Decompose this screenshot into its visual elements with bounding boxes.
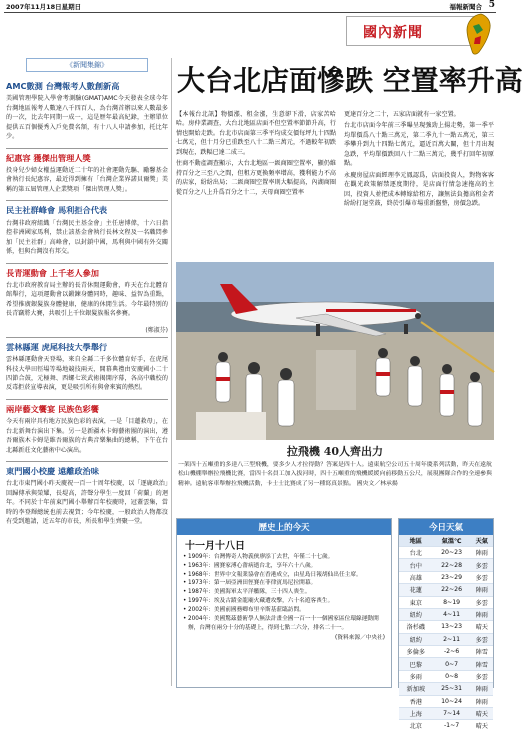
weather-temp: 2~11: [433, 633, 471, 645]
weather-condition: 陣雪: [471, 658, 493, 670]
history-item: • 1997年：埃及古蹟金龍廟火藏遭攻擊，六十名遊客喪生。: [183, 597, 385, 606]
photo-caption-body: [178, 461, 492, 489]
brief-headline: 民主社群峰會 馬利拒合代表: [6, 205, 108, 216]
article-column-1: [176, 110, 336, 199]
weather-condition: 多雲: [471, 633, 493, 645]
taiwan-map-icon: [461, 12, 495, 56]
page-number: 5: [488, 0, 495, 10]
news-briefs-column: [6, 58, 168, 533]
weather-temp: 8~19: [433, 596, 471, 608]
weather-box: [398, 518, 494, 731]
history-credit: (資料來源／中央社): [335, 635, 385, 642]
weather-row: [399, 608, 493, 620]
weather-condition: 多雲: [471, 571, 493, 583]
weather-city: 北京: [399, 720, 433, 732]
weather-row: [399, 559, 493, 571]
weather-col-header: 天氣: [471, 535, 493, 547]
issue-date: 2007年11月18日星期日: [6, 3, 82, 11]
weather-table: [399, 535, 493, 732]
weather-row: [399, 670, 493, 682]
weather-row: [399, 584, 493, 596]
article-paragraph: 台北市店面今年前三季曝呈現強勁上揚走勢，第一季平均單價爲八十點三萬元，第二季九十一點五萬元，第三季攀升到九十四點七萬元，逼近百萬大關，但十月出現急跌，平均單價跌回八十二點三萬元，幾乎打回年初原點。: [344, 122, 494, 168]
brief-body: 台北市東門國小昨天慶祝一百一十周年校慶，以「逐鹿政治」回歸傳承與榮耀，長堤高，許聲分學生一度回「荷蘭」的迴年。不同於十年前東門國小舉辦百年校慶時，冠蓋雲集，當時的李登輝總統也前去視賀；今年校慶，一般政治人物都沒有受到邀請，近五年的市長，所長和學生齊聚一堂。: [6, 480, 168, 526]
weather-condition: 陣雨: [471, 584, 493, 596]
weather-row: [399, 658, 493, 670]
brief-credit: (鄭淑芬): [145, 326, 168, 334]
weather-condition: 陣雨: [471, 683, 493, 695]
weather-temp: -1~7: [433, 720, 471, 732]
brief-body: 雲林縣運動會天登場，來自全縣二千多位體育好手，在虎尾科技大學田徑場等場地競技兩天，開幕典禮由安慶國小二十四節合鼓，元極舞、西螺七崁武術揭開序幕，各高中職校的反毒拒菸宣導表演，更是吸引所有與會來賓的熱烈。: [6, 356, 168, 392]
column-divider: [171, 58, 172, 686]
weather-row: [399, 646, 493, 658]
photo-caption: 拉飛機 40人齊出力: [286, 445, 384, 458]
weather-temp: 7~14: [433, 707, 471, 719]
brief-body: 台灣非政府組織「台灣民主基金會」主任唐博偉，十六日指控非洲國家馬利，禁止該基金會執行長林文程及一名職問參加「民主社群」高峰會，以封鎖中國，馬利與中國有外交關係，但與台灣沒有邦交。: [6, 219, 168, 256]
brief-divider: [6, 399, 168, 400]
weather-condition: 陣雪: [471, 646, 493, 658]
paper-name: 福報新聞合: [449, 3, 482, 11]
weather-condition: 陣雨: [471, 608, 493, 620]
weather-temp: 22~26: [433, 584, 471, 596]
photo-credit: 國央文／林承揚: [356, 480, 398, 487]
brief-body: 投身兒少婦女權益運動近二十年的社會運動先驅、勵馨基金會執行長紀惠容，最近得到擁有「台灣企業界諾貝爾獎」美稱的第五屆管理人企業獎項「傑出管理人獎」。: [6, 167, 168, 193]
weather-temp: 10~24: [433, 695, 471, 707]
briefs-tag: 《新聞集錦》: [26, 58, 148, 72]
history-title: 歷史上的今天: [177, 519, 391, 535]
weather-condition: 晴天: [471, 621, 493, 633]
weather-city: 花蓮: [399, 584, 433, 596]
brief-headline: 東門國小校慶 遠離政治味: [6, 466, 99, 477]
weather-row: [399, 633, 493, 645]
brief-divider: [6, 148, 168, 149]
weather-condition: 多雲: [471, 596, 493, 608]
brief-divider: [6, 461, 168, 462]
weather-temp: -2~6: [433, 646, 471, 658]
weather-temp: 0~8: [433, 670, 471, 682]
weather-row: [399, 621, 493, 633]
weather-city: 紐約: [399, 608, 433, 620]
history-item: • 1973年：第一屆亞洲田徑賽在菲律賓馬尼拉開幕。: [183, 579, 385, 588]
section-banner: [346, 16, 474, 46]
weather-row: [399, 547, 493, 559]
weather-city: 紐約: [399, 633, 433, 645]
weather-temp: 13~23: [433, 621, 471, 633]
main-headline: 大台北店面慘跌 空置率升高: [177, 64, 523, 97]
weather-temp: 23~29: [433, 571, 471, 583]
weather-condition: 多雲: [471, 559, 493, 571]
brief-headline: AMC數測 台灣報考人數創新高: [6, 81, 120, 91]
article-paragraph: 永慶房屋店面經理李元鳳認爲，店面投資人，對物客客在觀光政策解禁逐度期待，是店面行情急速拖高的主因，投資人並把成本轉嫁給租方，讓無法負擔高租金者紛紛打退堂鼓，終於引爆市場重新盤整，房價急跌。: [344, 171, 494, 207]
weather-city: 香港: [399, 695, 433, 707]
weather-temp: 25~31: [433, 683, 471, 695]
weather-city: 台中: [399, 559, 433, 571]
weather-temp: 20~23: [433, 547, 471, 559]
article-paragraph: 更達百分之二十，五家店面就有一家空置。: [344, 111, 460, 118]
weather-city: 多雨: [399, 670, 433, 682]
weather-city: 高雄: [399, 571, 433, 583]
weather-row: [399, 707, 493, 719]
weather-city: 台北: [399, 547, 433, 559]
weather-condition: 晴天: [471, 707, 493, 719]
weather-temp: 22~28: [433, 559, 471, 571]
weather-condition: 多雲: [471, 670, 493, 682]
weather-city: 東京: [399, 596, 433, 608]
brief-body: 美國管理學院入學會考測驗(GMAT)AMC今天發表全球今年台灣地區報考人數達八千四百人，為台灣首辦以來人數最多的一次，比去年同期一成一，這是歷年最高紀錄，主辦單位提供五百個優秀入戶免費名額，有十八人申請參加，托比年少。: [6, 95, 168, 141]
history-item: • 1968年：世界中文報業協會在香港成立，由星島日報胡仙出任主席。: [183, 571, 385, 580]
brief-divider: [6, 337, 168, 338]
weather-condition: 陣雨: [471, 695, 493, 707]
brief-headline: 長青運動會 上千老人參加: [6, 267, 99, 278]
brief-headline: 兩岸藝文饗宴 民族色彩饗: [6, 403, 99, 414]
header-rule: [4, 12, 496, 13]
weather-city: 新加坡: [399, 683, 433, 695]
history-item: • 2002年：美國前國務卿布里辛斯基蒞臨訪問。: [183, 606, 385, 615]
weather-temp: 0~7: [433, 658, 471, 670]
weather-title: 今日天氣: [399, 519, 493, 535]
weather-col-header: 氣溫℃: [433, 535, 471, 547]
weather-row: [399, 571, 493, 583]
weather-condition: 陣雨: [471, 547, 493, 559]
today-in-history-box: [176, 518, 392, 688]
history-item: • 1987年：美國海軍太平洋艦隊，三十四人喪生。: [183, 588, 385, 597]
weather-temp: 4~11: [433, 608, 471, 620]
brief-body: 今天有兩岸具有地方民族色彩的表演，一是「目蓮救母」，在台北新舞台演出下集。另一是新疆木卡姆藝術團的演出，遵吾爾族木卡姆是維吾爾族的古典音樂集曲的總稱，下午在台北縣新莊文化藝術中心演出。: [6, 418, 168, 454]
history-item: • 1963年：國賽家溥心畬病逝台北，享年六十八歲。: [183, 562, 385, 571]
weather-row: [399, 695, 493, 707]
article-column-2: [344, 110, 494, 210]
history-item: • 1909年：台灣傳奇人物義俠廖添丁去世，年僅二十七歲。: [183, 553, 385, 562]
brief-divider: [6, 200, 168, 201]
history-list: [177, 553, 391, 632]
weather-city: 巴黎: [399, 658, 433, 670]
weather-condition: 晴天: [471, 720, 493, 732]
section-title: 國內新聞: [363, 25, 423, 41]
weather-col-header: 地區: [399, 535, 433, 547]
brief-body: 台北市政府教育局主辦的長青休閒運動會，昨天在台北體育館舉行，這項運動會以鍛鍊身體同時，趣味、益智為重點，希望推廣銀髮族身體健康，健康的休閒生活。今年最特別的長青竊將大賽，共吸引上千位銀髮族報名參賽。: [6, 281, 168, 318]
weather-city: 上海: [399, 707, 433, 719]
article-paragraph: 【本報台北訊】物價漲、租金漲，生意卻下滑，店家苦哈哈。房仲業調查，大台北地區店面不但空置率節節升高，行情也開始走跌。台北市店面第三季平均成交價每坪九十四點七萬元，但十月分已重跌至八十二點三萬元，不過較年初跌到現在，跌幅已達二成三。: [176, 111, 336, 156]
weather-row: [399, 596, 493, 608]
weather-row: [399, 683, 493, 695]
weather-row: [399, 720, 493, 732]
brief-divider: [6, 263, 168, 264]
brief-headline: 雲林縣運 虎尾科技大學舉行: [6, 341, 108, 352]
history-date: 十一月十八日: [185, 541, 245, 552]
weather-city: 多倫多: [399, 646, 433, 658]
brief-headline: 紀惠容 獲傑出管理人獎: [6, 152, 91, 163]
photo-caption-text: 一架四十五噸重的多達八三型飛機，要多少人才拉得動？答案是四十人。遠東航空公司五十周年慶系列活動，昨天在遠航松山機棚舉辦拉飛機比賽，當四十名員工加入拔河時，四十五噸重的飛機緩緩向前移動五公尺，展現團隊合作的全速參與精神。遠航客車舉辦拉飛機活動，卡士士比賽成了另一種寫真景點。: [178, 462, 492, 487]
weather-city: 洛杉磯: [399, 621, 433, 633]
airplane-pull-photo: [176, 262, 494, 440]
article-paragraph: 住商不動產調查顯示，大台北地區一級商圈空置率，顯仍維持百分之三至八之間，但租方更換頻率增高，獲利能力不高的店家，紛紛出局；二級商圈空置率則大幅提高，內湖商圈從百分之八上升爲百分之十二，天母商圈空置率: [176, 160, 336, 196]
history-item: • 2004年：美國驚茲藝術學人無法計畫全國一百一十一個國家區位環線運動開辦，台灣在兩分十分的基礎上，得到七點二六分，排名二十一。: [183, 615, 385, 633]
